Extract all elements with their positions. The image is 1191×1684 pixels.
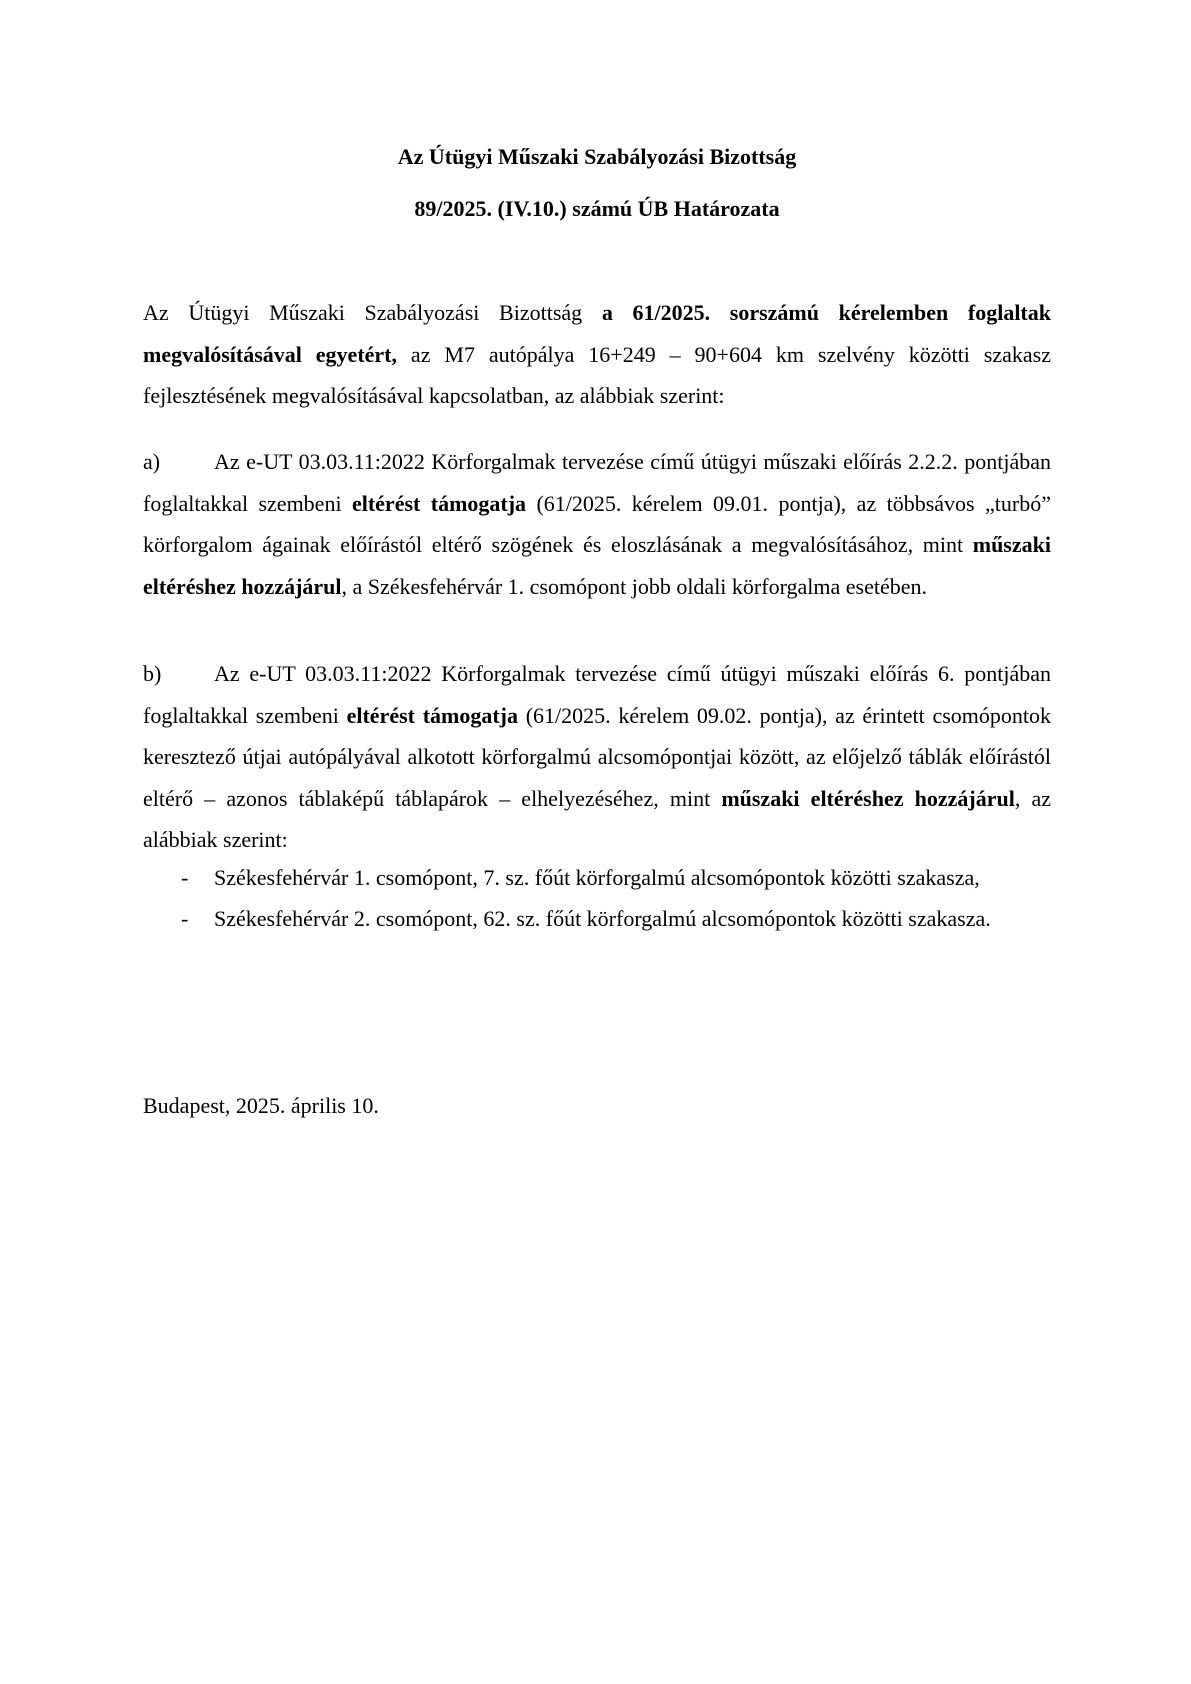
list-item-text: Székesfehérvár 1. csomópont, 7. sz. főút körforgalmú alcsomópontok közötti szakasza, bbox=[214, 865, 980, 890]
item-b-paragraph bbox=[143, 653, 1051, 861]
document-title-line-2: 89/2025. (IV.10.) számú ÚB Határozata bbox=[414, 196, 780, 221]
dash-list bbox=[143, 857, 1051, 939]
item-b-text-3: , az alábbiak szerint: bbox=[143, 785, 1052, 852]
item-b-bold-2: műszaki eltéréshez hozzájárul bbox=[721, 785, 1015, 811]
item-b-bold-1: eltérést támogatja bbox=[346, 702, 518, 728]
list-item bbox=[143, 857, 1051, 898]
item-a-text-3: , a Székesfehérvár 1. csomópont jobb oldali körforgalma esetében. bbox=[341, 573, 927, 599]
list-item-text: Székesfehérvár 2. csomópont, 62. sz. főút körforgalmú alcsomópontok közötti szakasza. bbox=[214, 906, 991, 931]
item-a-bold-2: műszaki eltéréshez hozzájárul bbox=[143, 532, 1051, 599]
item-a-label: a) bbox=[143, 449, 161, 474]
intro-paragraph bbox=[143, 292, 1051, 417]
intro-text-2: az M7 autópálya 16+249 – 90+604 km szelvény közötti szakasz fejlesztésének megvalósításával kapcsolatban, az alábbiak szerint: bbox=[143, 341, 1051, 408]
list-item bbox=[143, 898, 1051, 939]
item-b-text-1: Az e-UT 03.03.11:2022 Körforgalmak tervezése című útügyi műszaki előírás 6. pontjában foglaltakkal szembeni bbox=[143, 661, 1051, 728]
item-b-label: b) bbox=[143, 661, 162, 686]
intro-bold-1: a 61/2025. sorszámú kérelemben foglaltak megvalósításával egyetért, bbox=[143, 300, 1051, 367]
item-b-text-2: (61/2025. kérelem 09.02. pontja), az érintett csomópontok keresztező útjai autópályával alkotott körforgalmú alcsomópontjai között, az előjelző táblák előírástól eltérő – azonos táblaképű táblapárok – elhelyezéséhez, mint bbox=[143, 702, 1051, 811]
intro-text-1: Az Útügyi Műszaki Szabályozási Bizottság bbox=[143, 300, 602, 325]
dash-marker: - bbox=[181, 906, 189, 931]
item-a-text-1: Az e-UT 03.03.11:2022 Körforgalmak tervezése című útügyi műszaki előírás 2.2.2. pontjában foglaltakkal szembeni bbox=[143, 449, 1051, 516]
document-title-line-1: Az Útügyi Műszaki Szabályozási Bizottság bbox=[397, 144, 797, 169]
item-a-bold-1: eltérést támogatja bbox=[351, 490, 527, 516]
place-and-date: Budapest, 2025. április 10. bbox=[143, 1093, 379, 1118]
item-a-text-2: (61/2025. kérelem 09.01. pontja), az többsávos „turbó” körforgalom ágainak előírástól eltérő szögének és eloszlásának a megvalósításához, mint bbox=[143, 490, 1051, 557]
dash-marker: - bbox=[181, 865, 189, 890]
item-a-paragraph bbox=[143, 441, 1051, 607]
